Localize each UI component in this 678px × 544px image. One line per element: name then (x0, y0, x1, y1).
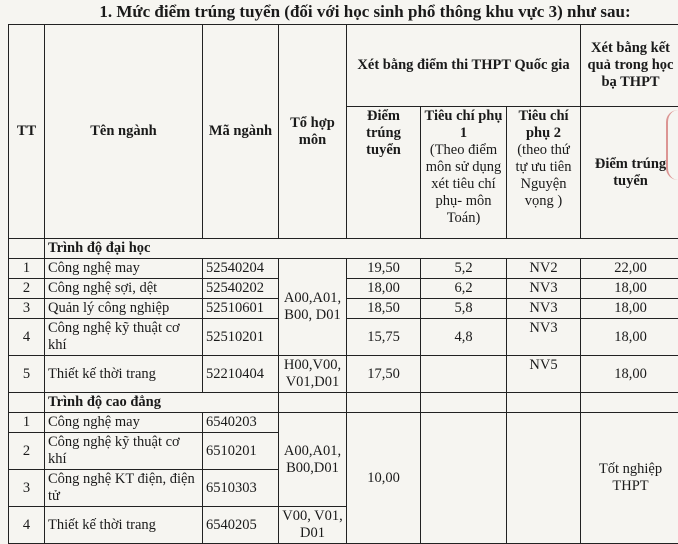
cell-diem: 18,00 (347, 279, 421, 299)
cell-ten-nganh: Quản lý công nghiệp (45, 299, 203, 319)
cell-tieu-chi-1: 4,8 (421, 319, 507, 356)
cell-hoc-ba: 18,00 (581, 279, 678, 299)
col-header-hoc-ba-diem: Điểm trúng tuyển (581, 107, 678, 239)
cell-hoc-ba: 22,00 (581, 259, 678, 279)
cell-to-hop: V00, V01, D01 (279, 507, 347, 544)
cell-tieu-chi-2: NV3 (507, 319, 581, 356)
table-row (9, 356, 678, 393)
cell-to-hop: A00,A01, B00,D01 (279, 413, 347, 507)
cell-tt: 4 (9, 507, 45, 544)
col-header-ten-nganh: Tên ngành (45, 25, 203, 239)
section-label-cao-dang: Trình độ cao đẳng (45, 393, 279, 413)
cell-diem: 17,50 (347, 356, 421, 393)
col-header-diem-trung-tuyen: Điểm trúng tuyển (347, 107, 421, 239)
page-heading: 1. Mức điểm trúng tuyển (đối với học sinh phổ thông khu vực 3) như sau: (60, 2, 670, 22)
cell-ten-nganh: Công nghệ may (45, 259, 203, 279)
cell-tieu-chi-1: 5,2 (421, 259, 507, 279)
cell-ma-nganh: 6540203 (203, 413, 279, 433)
cell-tt: 3 (9, 299, 45, 319)
section-row-cao-dang (9, 393, 678, 413)
tieu-chi-2-title: Tiêu chí phụ 2 (510, 108, 577, 142)
cell-ma-nganh: 6510303 (203, 470, 279, 507)
cell-ten-nganh: Công nghệ KT điện, điện tử (45, 470, 203, 507)
cell-tieu-chi-1: 6,2 (421, 279, 507, 299)
cell-to-hop: A00,A01, B00, D01 (279, 259, 347, 356)
tieu-chi-1-note: (Theo điểm môn sử dụng xét tiêu chí phụ- môn Toán) (424, 142, 503, 227)
cell-tt: 5 (9, 356, 45, 393)
tieu-chi-1-title: Tiêu chí phụ 1 (424, 108, 503, 142)
cell-ten-nganh: Công nghệ kỹ thuật cơ khí (45, 319, 203, 356)
cell-hoc-ba: Tốt nghiệp THPT (581, 413, 678, 544)
cell-ma-nganh: 6540205 (203, 507, 279, 544)
cell-ma-nganh: 52510201 (203, 319, 279, 356)
cell-ma-nganh: 52210404 (203, 356, 279, 393)
cell-tt: 2 (9, 279, 45, 299)
section-label-dai-hoc: Trình độ đại học (45, 239, 678, 259)
cell-ten-nganh: Công nghệ sợi, dệt (45, 279, 203, 299)
cell-tt: 2 (9, 433, 45, 470)
cell-diem: 10,00 (347, 413, 421, 544)
cell-tieu-chi-2: NV3 (507, 279, 581, 299)
cell-tt: 4 (9, 319, 45, 356)
cell-ma-nganh: 6510201 (203, 433, 279, 470)
cell-tieu-chi-2: NV3 (507, 299, 581, 319)
col-header-tieu-chi-1 (421, 107, 507, 239)
cell-ma-nganh: 52540204 (203, 259, 279, 279)
cell-tt: 3 (9, 470, 45, 507)
cell-to-hop: H00,V00, V01,D01 (279, 356, 347, 393)
table-row (9, 259, 678, 279)
admission-score-table (8, 24, 678, 544)
col-header-to-hop: Tổ hợp môn (279, 25, 347, 239)
cell-ten-nganh: Công nghệ kỹ thuật cơ khí (45, 433, 203, 470)
cell-tieu-chi-1 (421, 356, 507, 393)
col-header-tieu-chi-2 (507, 107, 581, 239)
cell-tieu-chi-1: 5,8 (421, 299, 507, 319)
header-row-1 (9, 25, 678, 107)
cell-diem: 18,50 (347, 299, 421, 319)
col-header-tt: TT (9, 25, 45, 239)
col-group-hoc-ba: Xét bằng kết quả trong học bạ THPT (581, 25, 678, 107)
cell-tieu-chi-2: NV5 (507, 356, 581, 393)
cell-tt: 1 (9, 259, 45, 279)
section-row-dai-hoc (9, 239, 678, 259)
col-group-thpt: Xét bằng điểm thi THPT Quốc gia (347, 25, 581, 107)
cell-hoc-ba: 18,00 (581, 299, 678, 319)
cell-hoc-ba: 18,00 (581, 319, 678, 356)
cell-tt: 1 (9, 413, 45, 433)
cell-ten-nganh: Thiết kế thời trang (45, 356, 203, 393)
cell-tieu-chi-2: NV2 (507, 259, 581, 279)
cell-diem: 19,50 (347, 259, 421, 279)
col-header-ma-nganh: Mã ngành (203, 25, 279, 239)
cell-ten-nganh: Thiết kế thời trang (45, 507, 203, 544)
cell-ma-nganh: 52540202 (203, 279, 279, 299)
cell-ten-nganh: Công nghệ may (45, 413, 203, 433)
table-row (9, 413, 678, 433)
cell-diem: 15,75 (347, 319, 421, 356)
cell-ma-nganh: 52510601 (203, 299, 279, 319)
tieu-chi-2-note: (theo thứ tự ưu tiên Nguyện vọng ) (510, 142, 577, 210)
cell-hoc-ba: 18,00 (581, 356, 678, 393)
